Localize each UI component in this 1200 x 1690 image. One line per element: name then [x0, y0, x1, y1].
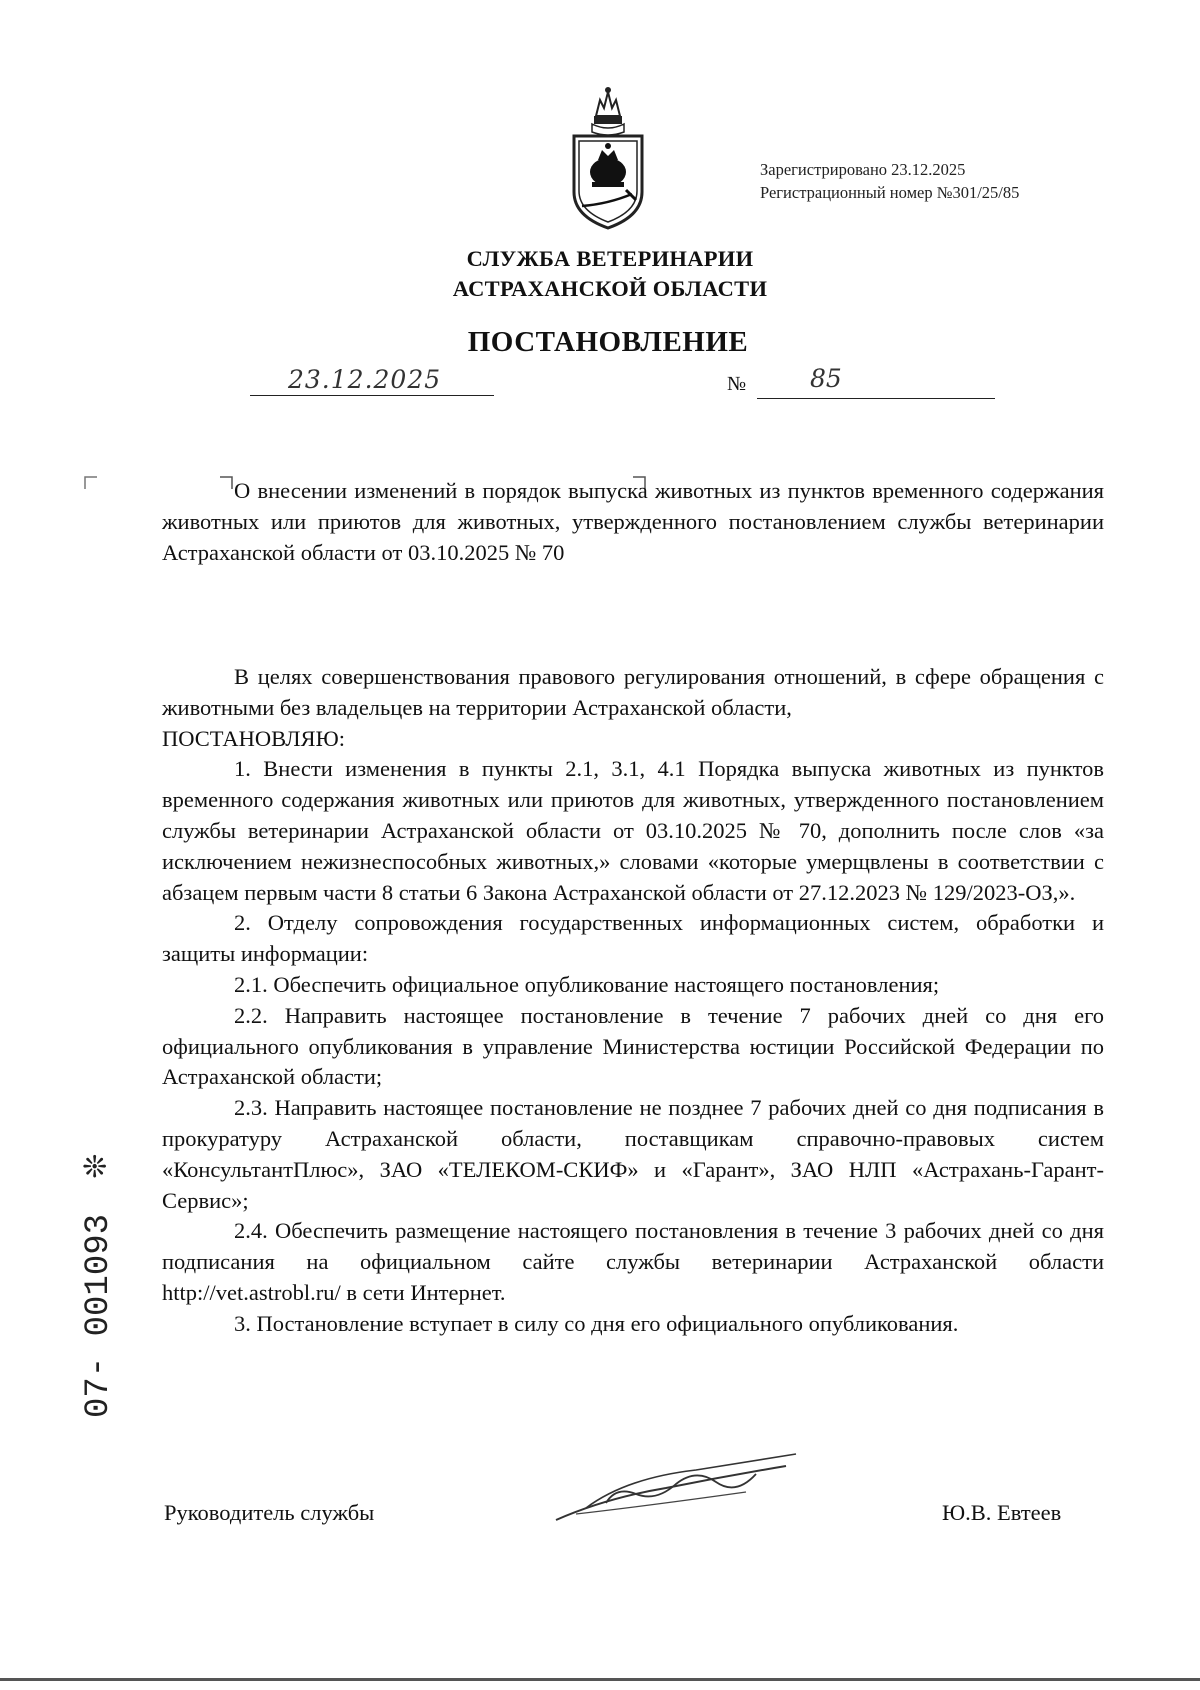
handwritten-date: 23.12.2025	[288, 365, 442, 394]
paragraph-2-2: 2.2. Направить настоящее постановление в течение 7 рабочих дней со дня его официального опубликования в управление Министерства юстиции Российской Федерации по Астраханской области;	[162, 1002, 1104, 1090]
authority-line-2: АСТРАХАНСКОЙ ОБЛАСТИ	[452, 276, 768, 301]
date-underline	[250, 395, 494, 396]
signatory-name: Ю.В. Евтеев	[942, 1500, 1062, 1525]
decree-word: ПОСТАНОВЛЯЮ:	[162, 725, 345, 751]
paragraph-2-4: 2.4. Обеспечить размещение настоящего постановления в течение 3 рабочих дней со дня подписания на официальном сайте службы ветеринарии Астраханской области http://vet.astrobl.ru/ в сети Интернет.	[162, 1218, 1104, 1305]
paragraph-2-3: 2.3. Направить настоящее постановление не позднее 7 рабочих дней со дня подписания в прокуратуру Астраханской области, поставщикам справочно-правовых систем «КонсультантПлюс», ЗАО «ТЕЛЕКОМ-СКИФ» и «Гарант», ЗАО НЛП «Астрахань-Гарант-Сервис»;	[162, 1095, 1104, 1213]
document-title	[162, 475, 1104, 568]
paragraph-3: 3. Постановление вступает в силу со дня его официального опубликования.	[234, 1310, 959, 1336]
side-mark-icon: ❊	[82, 1150, 108, 1185]
registration-date: Зарегистрировано 23.12.2025	[760, 160, 966, 179]
issuing-authority	[0, 244, 1200, 304]
scan-bottom-edge	[0, 1678, 1200, 1681]
intro-paragraph: В целях совершенствования правового регулирования отношений, в сфере обращения с животными без владельцев на территории Астраханской области,	[162, 664, 1104, 720]
handwritten-signature	[546, 1448, 806, 1528]
corner-bracket-left-icon	[84, 476, 98, 490]
signatory-role: Руководитель службы	[164, 1500, 375, 1525]
paragraph-1: 1. Внести изменения в пункты 2.1, 3.1, 4.1 Порядка выпуска животных из пунктов временного содержания животных или приютов для животных, утвержденного постановлением службы ветеринарии Астраханской области от 03.10.2025 № 70, дополнить после слов «за исключением нежизнеспособных животных,» словами «которые умерщвлены в соответствии с абзацем первым части 8 статьи 6 Закона Астраханской области от 27.12.2023 № 129/2023-ОЗ,».	[162, 756, 1104, 905]
coat-of-arms-emblem	[566, 82, 650, 232]
number-underline	[757, 398, 995, 399]
document-type-heading: ПОСТАНОВЛЕНИЕ	[467, 326, 749, 358]
authority-line-1: СЛУЖБА ВЕТЕРИНАРИИ	[466, 246, 754, 271]
registration-block	[760, 158, 1019, 204]
side-stamp-text: 07- 001093	[80, 1213, 118, 1418]
number-label: №	[727, 373, 747, 395]
registration-number: Регистрационный номер №301/25/85	[760, 183, 1020, 202]
title-text: О внесении изменений в порядок выпуска животных из пунктов временного содержания животных или приютов для животных, утвержденного постановлением службы ветеринарии Астраханской области от 03.10.2025 № 70	[162, 478, 1104, 565]
handwritten-number: 85	[810, 364, 842, 393]
paragraph-2: 2. Отделу сопровождения государственных информационных систем, обработки и защиты информации:	[162, 910, 1104, 967]
paragraph-2-1: 2.1. Обеспечить официальное опубликование настоящего постановления;	[234, 971, 940, 997]
document-body	[162, 662, 1104, 1340]
